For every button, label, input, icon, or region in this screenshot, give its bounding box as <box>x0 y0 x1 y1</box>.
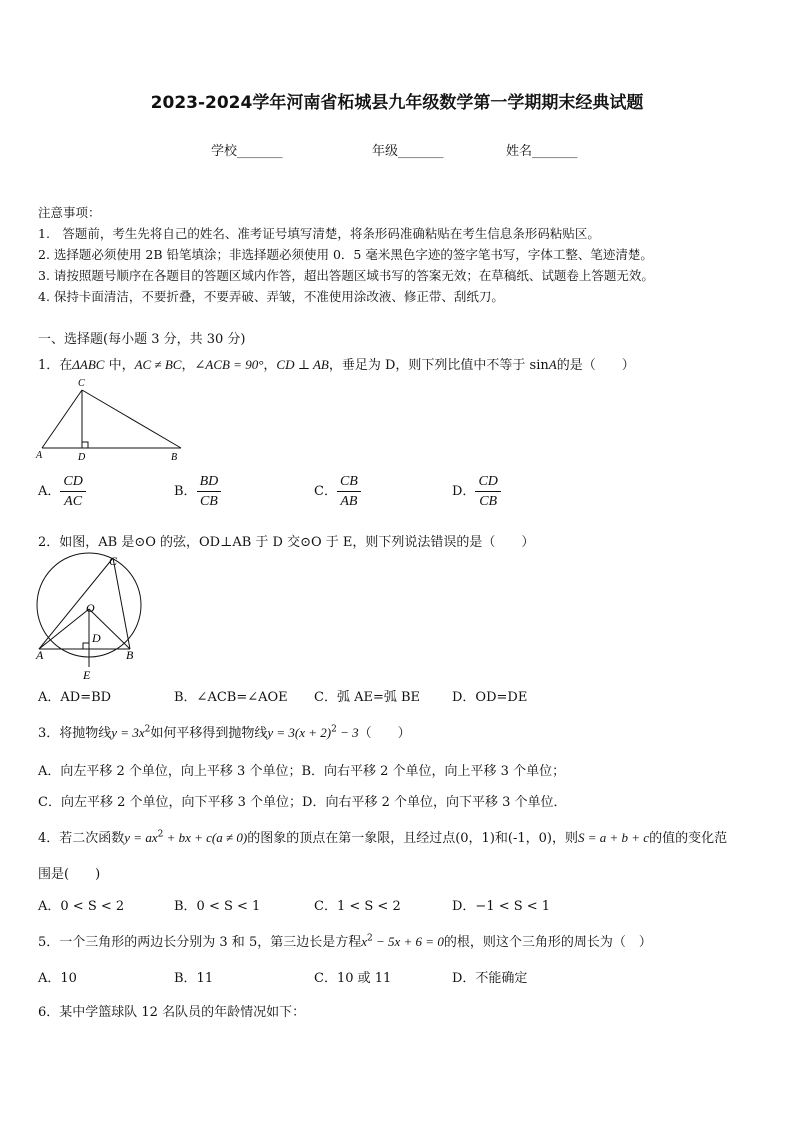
label-d: D <box>78 452 86 463</box>
question-5-option-b: B．11 <box>174 971 214 986</box>
question-6-stem: 6．某中学篮球队 12 名队员的年龄情况如下： <box>38 1005 306 1020</box>
label-a: A <box>36 648 44 662</box>
note-item: 4. 保持卡面清洁，不要折叠，不要弄破、弄皱，不准使用涂改液、修正带、刮纸刀。 <box>38 289 504 304</box>
question-1-option-b: B． $\frac{BD}{CB}$ <box>174 472 221 511</box>
label-o: O <box>86 601 95 615</box>
question-2-option-d: D．OD=DE <box>452 690 528 705</box>
name-field: 姓名_______ <box>506 144 578 159</box>
right-angle-mark <box>82 442 88 448</box>
question-4-stem-continued: 围是( ) <box>38 867 101 882</box>
question-1-option-c: C． $\frac{CB}{AB}$ <box>314 472 361 511</box>
notes-heading: 注意事项： <box>38 205 101 220</box>
page-title: 2023-2024学年河南省柘城县九年级数学第一学期期末经典试题 <box>150 93 644 113</box>
segment-ac <box>39 558 113 649</box>
question-4-option-c: C．1 < S < 2 <box>314 899 401 914</box>
question-2-circle-figure <box>30 549 150 681</box>
note-item: 3. 请按照题号顺序在各题目的答题区域内作答，超出答题区域书写的答案无效；在草稿纸、试题卷上答题无效。 <box>38 268 654 283</box>
question-5-stem: 5．一个三角形的两边长分别为 3 和 5，第三边长是方程$x^2 - 5x + 6 = 0$的根，则这个三角形的周长为（ ） <box>38 933 652 950</box>
question-3-options-line-1: A．向左平移 2 个单位，向上平移 3 个单位；B．向右平移 2 个单位，向上平移 3 个单位； <box>38 764 566 779</box>
note-item: 1. 答题前，考生先将自己的姓名、准考证号填写清楚，将条形码准确粘贴在考生信息条形码粘贴区。 <box>38 226 600 241</box>
question-5-option-d: D．不能确定 <box>452 971 528 986</box>
label-c: C <box>109 554 118 568</box>
side-ac <box>42 390 82 448</box>
side-cb <box>82 390 181 448</box>
label-b: B <box>171 452 178 463</box>
label-e: E <box>83 668 91 681</box>
question-1-option-d: D． $\frac{CD}{CB}$ <box>452 472 501 511</box>
question-5-option-c: C．10 或 11 <box>314 971 392 986</box>
grade-field: 年级_______ <box>372 144 444 159</box>
question-4-option-b: B．0 < S < 1 <box>174 899 261 914</box>
label-a: A <box>36 450 43 461</box>
section-heading: 一、选择题(每小题 3 分，共 30 分) <box>38 332 246 347</box>
question-3-stem: 3．将抛物线$y = 3x^2$如何平移得到抛物线$y = 3(x + 2)^2 - 3$（ ） <box>38 724 411 741</box>
question-2-option-a: A．AD=BD <box>38 690 112 705</box>
note-item: 2. 选择题必须使用 2B 铅笔填涂；非选择题必须使用 0．5 毫米黑色字迹的签字笔书写，字体工整、笔迹清楚。 <box>38 247 653 262</box>
label-b: B <box>126 648 134 662</box>
question-5-option-a: A．10 <box>38 971 77 986</box>
question-4-stem: 4．若二次函数$y = ax^2$ + bx + c(a ≠ 0)的图象的顶点在第一象限，且经过点(0，1)和(-1，0)，则S = a + b + c的值的变化范 <box>38 829 728 846</box>
right-angle-mark <box>83 643 89 649</box>
label-c: C <box>78 378 85 389</box>
question-2-option-b: B．∠ACB=∠AOE <box>174 690 288 705</box>
segment-ao <box>39 609 89 649</box>
label-d: D <box>92 631 101 645</box>
question-4-option-a: A．0 < S < 2 <box>38 899 125 914</box>
question-1-option-a: A． $\frac{CD}{AC}$ <box>38 472 86 511</box>
question-1-stem: 1．在ΔABC 中，AC ≠ BC，∠ACB = 90°，CD ⊥ AB，垂足为 D，则下列比值中不等于 sinA的是（ ） <box>38 357 635 373</box>
question-1-triangle-figure <box>34 372 184 464</box>
question-3-options-line-2: C．向左平移 2 个单位，向下平移 3 个单位；D．向右平移 2 个单位，向下平移 3 个单位． <box>38 795 567 810</box>
question-2-option-c: C．弧 AE=弧 BE <box>314 690 421 705</box>
school-field: 学校_______ <box>211 144 283 159</box>
question-4-option-d: D．−1 < S < 1 <box>452 899 551 914</box>
question-2-stem: 2．如图，AB 是⊙O 的弦，OD⊥AB 于 D 交⊙O 于 E，则下列说法错误的是（ ） <box>38 535 535 550</box>
